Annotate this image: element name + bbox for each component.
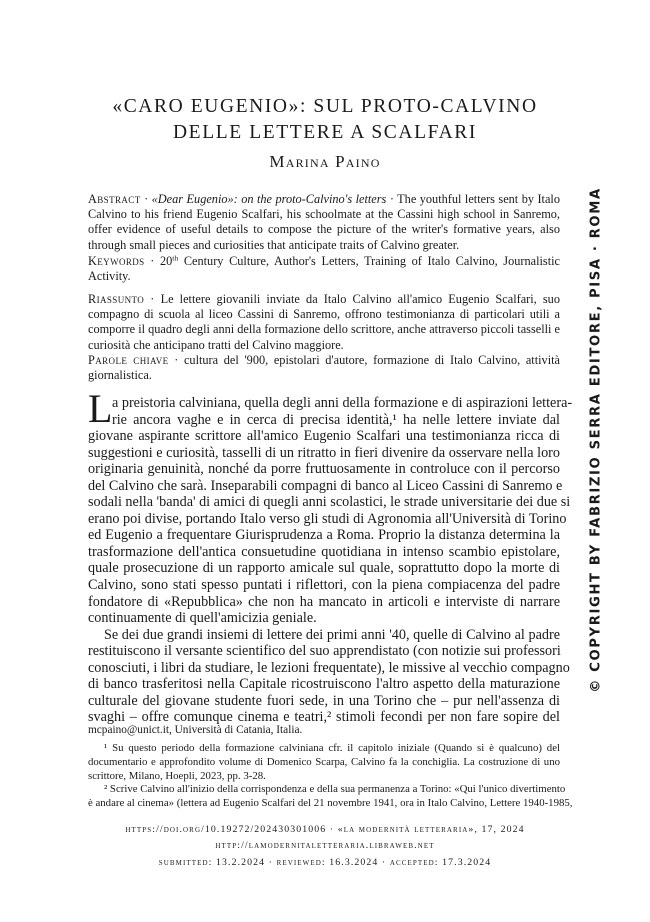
keywords-label: Keywords — [88, 254, 145, 268]
body-text — [88, 395, 573, 726]
parole-chiave-label: Parole chiave — [88, 353, 169, 367]
abstract-label: Abstract — [88, 192, 141, 206]
body-line: del Calvino che sarà. Inseparabili compagni di banco al Liceo Cassini di Sanremo e — [88, 477, 563, 494]
body-line: originaria genuinità, nonché da porre fruttuosamente in controluce con il percorso — [88, 461, 560, 478]
keywords-en: Keywords · 20th Century Culture, Author's Letters, Training of Italo Calvino, Journalistic Activity. — [88, 253, 561, 284]
author-name: Marina Paino — [269, 152, 381, 171]
body-line: culturale del giovane studente fuori sede, in una Torino che – pur nell'assenza di — [88, 692, 560, 709]
body-line: di banco trasferitosi nella Capitale ricostruiscono l'altro aspetto della maturazione — [88, 676, 560, 693]
body-line: Se dei due grandi insiemi di lettere dei primi anni '40, quelle di Calvino al padre — [104, 626, 560, 643]
footnote-1 — [88, 742, 560, 783]
footnote-line: ¹ Su questo periodo della formazione calviniana cfr. il capitolo iniziale (Quando si è qualcuno) del — [104, 742, 560, 754]
body-line: rie ancora vaghe e in cerca di precisa identità,¹ ha nelle lettere inviate dal — [112, 411, 560, 428]
abstract-it: Riassunto · Le lettere giovanili inviate da Italo Calvino all'amico Eugenio Scalfari, suo compagno di scuola al liceo Cassini di Sanremo, offrono testimonianza di particolari utili a comporre il quadro degli anni della formazione dello scrittore, anche attraverso piccoli tasselli e curiosità che anticipano tratti del Calvino maggiore. — [88, 292, 560, 352]
body-line: erano poi divise, portando Italo verso gli studi di Agronomia all'Università di Torino — [88, 510, 567, 527]
article-title-line-1: «CARO EUGENIO»: SUL PROTO-CALVINO — [112, 96, 538, 117]
footnote-line: documentario e approfondito volume di Domenico Scarpa, Calvino fa la conchiglia. La costruzione di uno — [88, 755, 560, 768]
footnote-line: ² Scrive Calvino all'inizio della corrispondenza e della sua permanenza a Torino: «Qui l'unico divertimento — [104, 783, 566, 795]
author-affiliation: mcpaino@unict.it, Università di Catania, Italia. — [88, 724, 303, 736]
body-line: suggestioni e curiosità, tasselli di un ritratto in fieri divenire da osservare nella loro — [88, 444, 560, 461]
riassunto-text: Le lettere giovanili inviate da Italo Calvino all'amico Eugenio Scalfari, suo compagno di scuola al liceo Cassini di Sanremo, offrono testimonianza di particolari utili a comporre il quadro degli anni della formazione dello scrittore, anche attraverso piccoli tasselli e curiosità che anticipano tratti del Calvino maggiore. — [88, 292, 560, 352]
body-line: conosciuti, i libri da studiare, le lezioni frequentate), le missive al vecchio compagno — [88, 659, 570, 676]
copyright-text: © COPYRIGHT BY FABRIZIO SERRA EDITORE, PISA · ROMA — [588, 187, 604, 693]
riassunto-label: Riassunto — [88, 292, 145, 306]
body-line: trasformazione dell'antica consuetudine quotidiana in intenso scambio epistolare, — [88, 543, 560, 560]
body-line: giovane aspirante scrittore all'amico Eugenio Scalfari una testimonianza ricca di — [88, 428, 560, 445]
body-line: quale prosecuzione di un rapporto amicale sul quale, soprattutto dopo la morte di — [88, 560, 560, 577]
body-line: Calvino, sono stati spesso puntati i riflettori, con la piena compiacenza del padre — [88, 577, 560, 594]
body-line: continuamente di quell'amicizia geniale. — [88, 610, 317, 627]
footer-doi[interactable]: https://doi.org/10.19272/202430301006 · «la modernità letteraria», 17, 2024 — [125, 824, 525, 835]
body-line: restituiscono il versante scientifico del suo apprendistato (con notizie sui professori — [88, 643, 561, 660]
body-line: ed Eugenio a frequentare Giurisprudenza a Roma. Proprio la distanza determina la — [88, 527, 560, 544]
parole-chiave-text: cultura del '900, epistolari d'autore, formazione di Italo Calvino, attività giornalistica. — [88, 353, 560, 383]
body-line: a preistoria calviniana, quella degli anni della formazione e di aspirazioni lettera- — [112, 395, 573, 411]
footnote-line: è andare al cinema» (lettera ad Eugenio Scalfari del 21 novembre 1941, ora in Italo Calvino, Lettere 1940-1985, — [88, 796, 573, 809]
footer-url[interactable]: http://lamodernitaletteraria.libraweb.net — [215, 840, 435, 851]
body-line: svaghi – offre comunque cinema e teatri,² stimoli fecondi per non fare sopire del — [88, 709, 560, 726]
footnote-line: scrittore, Milano, Hoepli, 2023, pp. 3-28. — [88, 769, 266, 782]
keywords-it: Parole chiave · cultura del '900, epistolari d'autore, formazione di Italo Calvino, attività giornalistica. — [88, 353, 560, 383]
body-line: fondatore di «Repubblica» che non ha mancato in articoli e interviste di narrare — [88, 593, 560, 610]
footnote-2 — [88, 783, 573, 811]
abstract-title: «Dear Eugenio»: on the proto-Calvino's letters — [151, 192, 387, 206]
footer-dates: submitted: 13.2.2024 · reviewed: 16.3.2024 · accepted: 17.3.2024 — [158, 857, 492, 868]
keywords-text: Century Culture, Author's Letters, Training of Italo Calvino, Journalistic Activity. — [88, 254, 561, 284]
article-title-line-2: DELLE LETTERE A SCALFARI — [173, 122, 477, 143]
abstract-en: Abstract · «Dear Eugenio»: on the proto-Calvino's letters · The youthful letters sent by Italo Calvino to his friend Eugenio Scalfari, his schoolmate at the Cassini high school in Sanremo, offer evidence of useful details to compose the picture of the writer's formative years, also through small pieces and curiosities that anticipate traits of Calvino greater. — [88, 192, 560, 252]
body-line: sodali nella 'banda' di amici di quegli anni scolastici, le strade universitarie dei due si — [88, 494, 571, 511]
abstract-text: The youthful letters sent by Italo Calvino to his friend Eugenio Scalfari, his schoolmate at the Cassini high school in Sanremo, offer evidence of useful details to compose the picture of the writer's formative years, also through small pieces and curiosities that anticipate traits of Calvino greater. — [88, 192, 560, 252]
drop-cap: L — [88, 386, 113, 431]
